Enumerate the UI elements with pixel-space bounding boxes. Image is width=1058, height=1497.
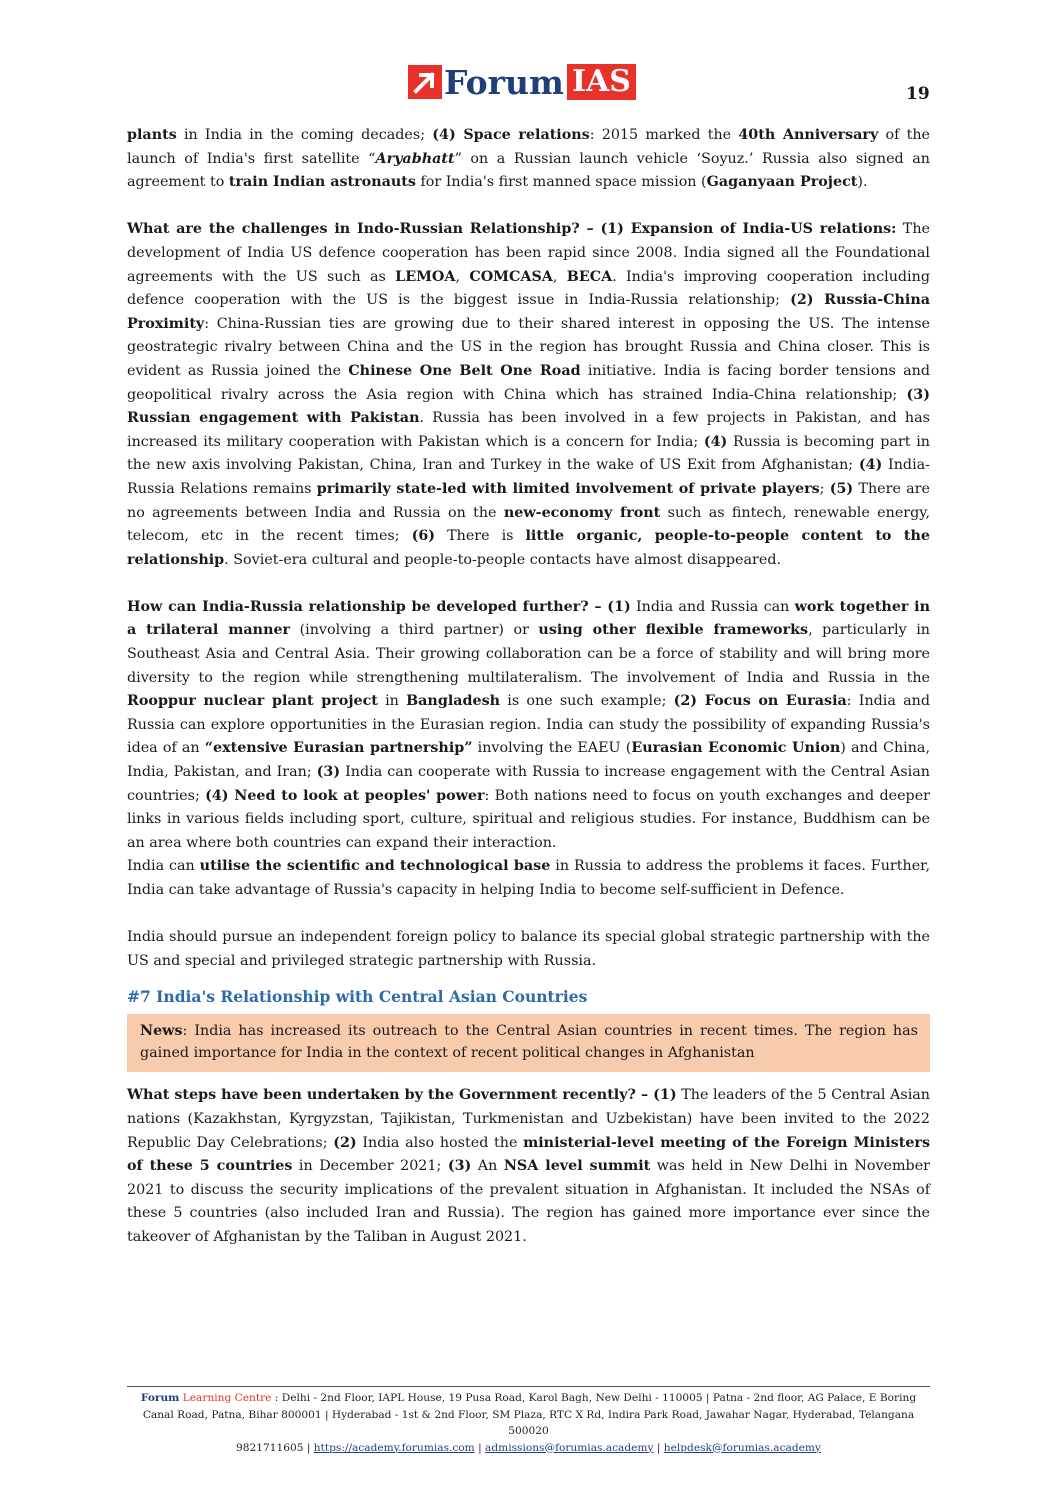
- bold-text: Gaganyaan Project: [706, 174, 858, 191]
- text: : 2015 marked the: [589, 127, 739, 143]
- text: The leaders of the 5 Central Asian nations (Kazakhstan, Kyrgyzstan, Tajikistan, Turkmenistan and Uzbekistan) have been invited to the 2022 Republic Day Celebrations;: [127, 1087, 930, 1151]
- text: : China-Russian ties are growing due to their shared interest in opposing the US. The intense geostrategic rivalry between China and the US in the region has brought Russia and China closer. This is evident as Russia joined the: [127, 315, 930, 379]
- footer-brand-learning-centre: Learning Centre: [179, 1392, 272, 1404]
- footer-phone: 9821711605: [236, 1441, 304, 1454]
- text: in India in the coming decades;: [176, 127, 433, 143]
- admissions-email-link[interactable]: admissions@forumias.academy: [485, 1441, 654, 1454]
- text: There are no agreements between India and Russia on the: [127, 480, 930, 521]
- bold-text: train Indian astronauts: [228, 174, 416, 191]
- text: , particularly in Southeast Asia and Central Asia. Their growing collaboration can be a force of stability and will bring more diversity to the region while strengthening multilateralism. The involvement of India and Russia in the: [127, 622, 930, 686]
- text: ,: [552, 268, 567, 285]
- bold-text: COMCASA: [469, 268, 553, 285]
- separator: |: [474, 1441, 486, 1454]
- text: such as fintech, renewable energy, telecom, etc in the recent times;: [127, 504, 930, 545]
- bold-text: using other flexible frameworks: [538, 622, 809, 639]
- bold-text: utilise the scientific and technological base: [199, 858, 551, 875]
- paragraph-government-steps: [127, 1084, 930, 1249]
- bold-text: (5): [829, 480, 854, 497]
- text: : Both nations need to focus on youth exchanges and deeper links in various fields including sport, culture, spiritual and religious studies. For instance, Buddhism can be an area where both countries can expand their interaction.: [127, 787, 930, 851]
- news-label: News: [140, 1023, 183, 1040]
- bold-text: ministerial-level meeting of the Foreign Ministers of these 5 countries: [127, 1134, 930, 1175]
- bold-text: Rooppur nuclear plant project: [127, 693, 378, 710]
- text: (involving a third partner) or: [290, 622, 539, 639]
- text: India-Russia Relations remains: [127, 457, 930, 497]
- arrow-up-right-icon: [408, 65, 442, 99]
- text: ;: [819, 480, 830, 497]
- text: . India's improving cooperation including defence cooperation with the US is the biggest issue in India-Russia relationship;: [127, 268, 930, 309]
- text: was held in New Delhi in November 2021 to discuss the security implications of the prevalent situation in Afghanistan. It included the NSAs of these 5 countries (also included Iran and Russia). The region has gained more importance ever since the takeover of Afghanistan by the Taliban in August 2021.: [127, 1158, 930, 1245]
- bold-text: 40th Anniversary: [738, 127, 879, 143]
- footer-contacts: [127, 1440, 930, 1457]
- text: ” on a Russian launch vehicle ‘Soyuz.’ Russia also signed an agreement to: [127, 150, 930, 191]
- logo-text-ias: IAS: [567, 64, 636, 100]
- text: India can cooperate with Russia to increase engagement with the Central Asian countries;: [127, 764, 930, 804]
- footer-address: [127, 1390, 930, 1440]
- bold-text: (4) Space relations: [432, 127, 590, 143]
- document-body: [127, 124, 930, 1250]
- text: India should pursue an independent foreign policy to balance its special global strategic partnership with the US and special and privileged strategic partnership with Russia.: [127, 929, 930, 969]
- bold-text: (4): [703, 433, 728, 450]
- text: . Soviet-era cultural and people-to-people contacts have almost disappeared.: [224, 551, 782, 568]
- text: is one such example;: [500, 693, 674, 710]
- bold-text: (3): [447, 1158, 472, 1175]
- bold-text: Bangladesh: [406, 693, 501, 710]
- page-footer: [127, 1386, 930, 1456]
- bold-text: (4) Need to look at peoples' power: [205, 787, 485, 804]
- text: ).: [857, 174, 868, 191]
- paragraph-space-relations: [127, 124, 930, 195]
- bold-text: little organic, people-to-people content to the relationship: [127, 528, 930, 568]
- separator: |: [653, 1441, 664, 1454]
- bold-text: “extensive Eurasian partnership”: [204, 740, 473, 757]
- text: India and Russia can: [630, 598, 795, 615]
- text: There is: [435, 528, 526, 545]
- footer-brand-forum: Forum: [140, 1392, 180, 1404]
- paragraph-conclusion: [127, 926, 930, 973]
- footer-address-text: : Delhi - 2nd Floor, IAPL House, 19 Pusa Road, Karol Bagh, New Delhi - 110005 | Patna - 2nd floor, AG Palace, E Boring Canal Road, Patna, Bihar 800001 | Hyderabad - 1st & 2nd Floor, SM Plaza, RTC X Rd, Indira Park Road, Jawahar Nagar, Hyderabad, Telangana 500020: [142, 1392, 917, 1437]
- text: : India and Russia can explore opportunities in the Eurasian region. India can study the possibility of expanding Russia's idea of an: [127, 693, 930, 757]
- bold-text: Chinese One Belt One Road: [348, 362, 581, 379]
- bold-text: (4): [858, 457, 883, 474]
- text: India can: [127, 858, 200, 875]
- text: ) and China, India, Pakistan, and Iran;: [127, 740, 930, 781]
- italic-text: Aryabhatt: [375, 150, 455, 167]
- forumias-logo: [408, 62, 636, 102]
- news-box: [127, 1014, 930, 1072]
- logo-text-forum: Forum: [444, 62, 564, 102]
- bold-text: work together in a trilateral manner: [127, 598, 930, 639]
- bold-text: Eurasian Economic Union: [631, 740, 841, 757]
- text: initiative. India is facing border tensions and geopolitical rivalry across the Asia region with China which has strained India-China relationship;: [127, 362, 930, 403]
- text: involving the EAEU (: [472, 740, 632, 757]
- text: ,: [455, 268, 470, 285]
- text: for India's first manned space mission (: [415, 174, 707, 191]
- bold-text: (3): [316, 764, 341, 781]
- bold-text: (3) Russian engagement with Pakistan: [127, 386, 930, 427]
- text: An: [471, 1158, 504, 1175]
- question-heading: What steps have been undertaken by the Government recently? – (1): [127, 1087, 677, 1104]
- bold-text: BECA: [566, 268, 613, 285]
- bold-text: (2): [333, 1134, 357, 1151]
- text: in: [377, 693, 407, 710]
- paragraph-scientific-base: [127, 855, 930, 902]
- text: in Russia to address the problems it faces. Further, India can take advantage of Russia's capacity in helping India to become self-sufficient in Defence.: [127, 858, 930, 898]
- bold-text: LEMOA: [395, 268, 456, 285]
- text: India also hosted the: [356, 1134, 524, 1151]
- text: . Russia has been involved in a few projects in Pakistan, and has increased its military cooperation with Pakistan which is a concern for India;: [127, 410, 930, 450]
- academy-website-link[interactable]: https://academy.forumias.com: [313, 1441, 475, 1454]
- text: of the launch of India's first satellite “: [127, 127, 930, 167]
- section-heading: #7 India's Relationship with Central Asian Countries: [127, 987, 588, 1007]
- question-heading: What are the challenges in Indo-Russian Relationship? – (1) Expansion of India-US relations:: [127, 221, 897, 238]
- bold-text: plants: [127, 127, 177, 143]
- separator: |: [303, 1441, 314, 1454]
- bold-text: primarily state-led with limited involvement of private players: [316, 480, 820, 497]
- bold-text: (6): [411, 528, 436, 545]
- paragraph-challenges: [127, 218, 930, 572]
- text: in December 2021;: [292, 1158, 448, 1175]
- paragraph-way-forward: [127, 596, 930, 856]
- news-text: : India has increased its outreach to the Central Asian countries in recent times. The region has gained importance for India in the context of recent political changes in Afghanistan: [140, 1023, 918, 1062]
- bold-text: (2) Russia-China Proximity: [127, 292, 930, 332]
- bold-text: NSA level summit: [503, 1158, 651, 1175]
- bold-text: new-economy front: [503, 504, 661, 521]
- bold-text: (2) Focus on Eurasia: [673, 693, 847, 710]
- helpdesk-email-link[interactable]: helpdesk@forumias.academy: [663, 1441, 821, 1454]
- question-heading: How can India-Russia relationship be developed further? – (1): [127, 598, 631, 615]
- text: Russia is becoming part in the new axis involving Pakistan, China, Iran and Turkey in the wake of US Exit from Afghanistan;: [127, 433, 930, 474]
- page-number: 19: [906, 84, 930, 104]
- text: The development of India US defence cooperation has been rapid since 2008. India signed all the Foundational agreements with the US such as: [127, 221, 931, 285]
